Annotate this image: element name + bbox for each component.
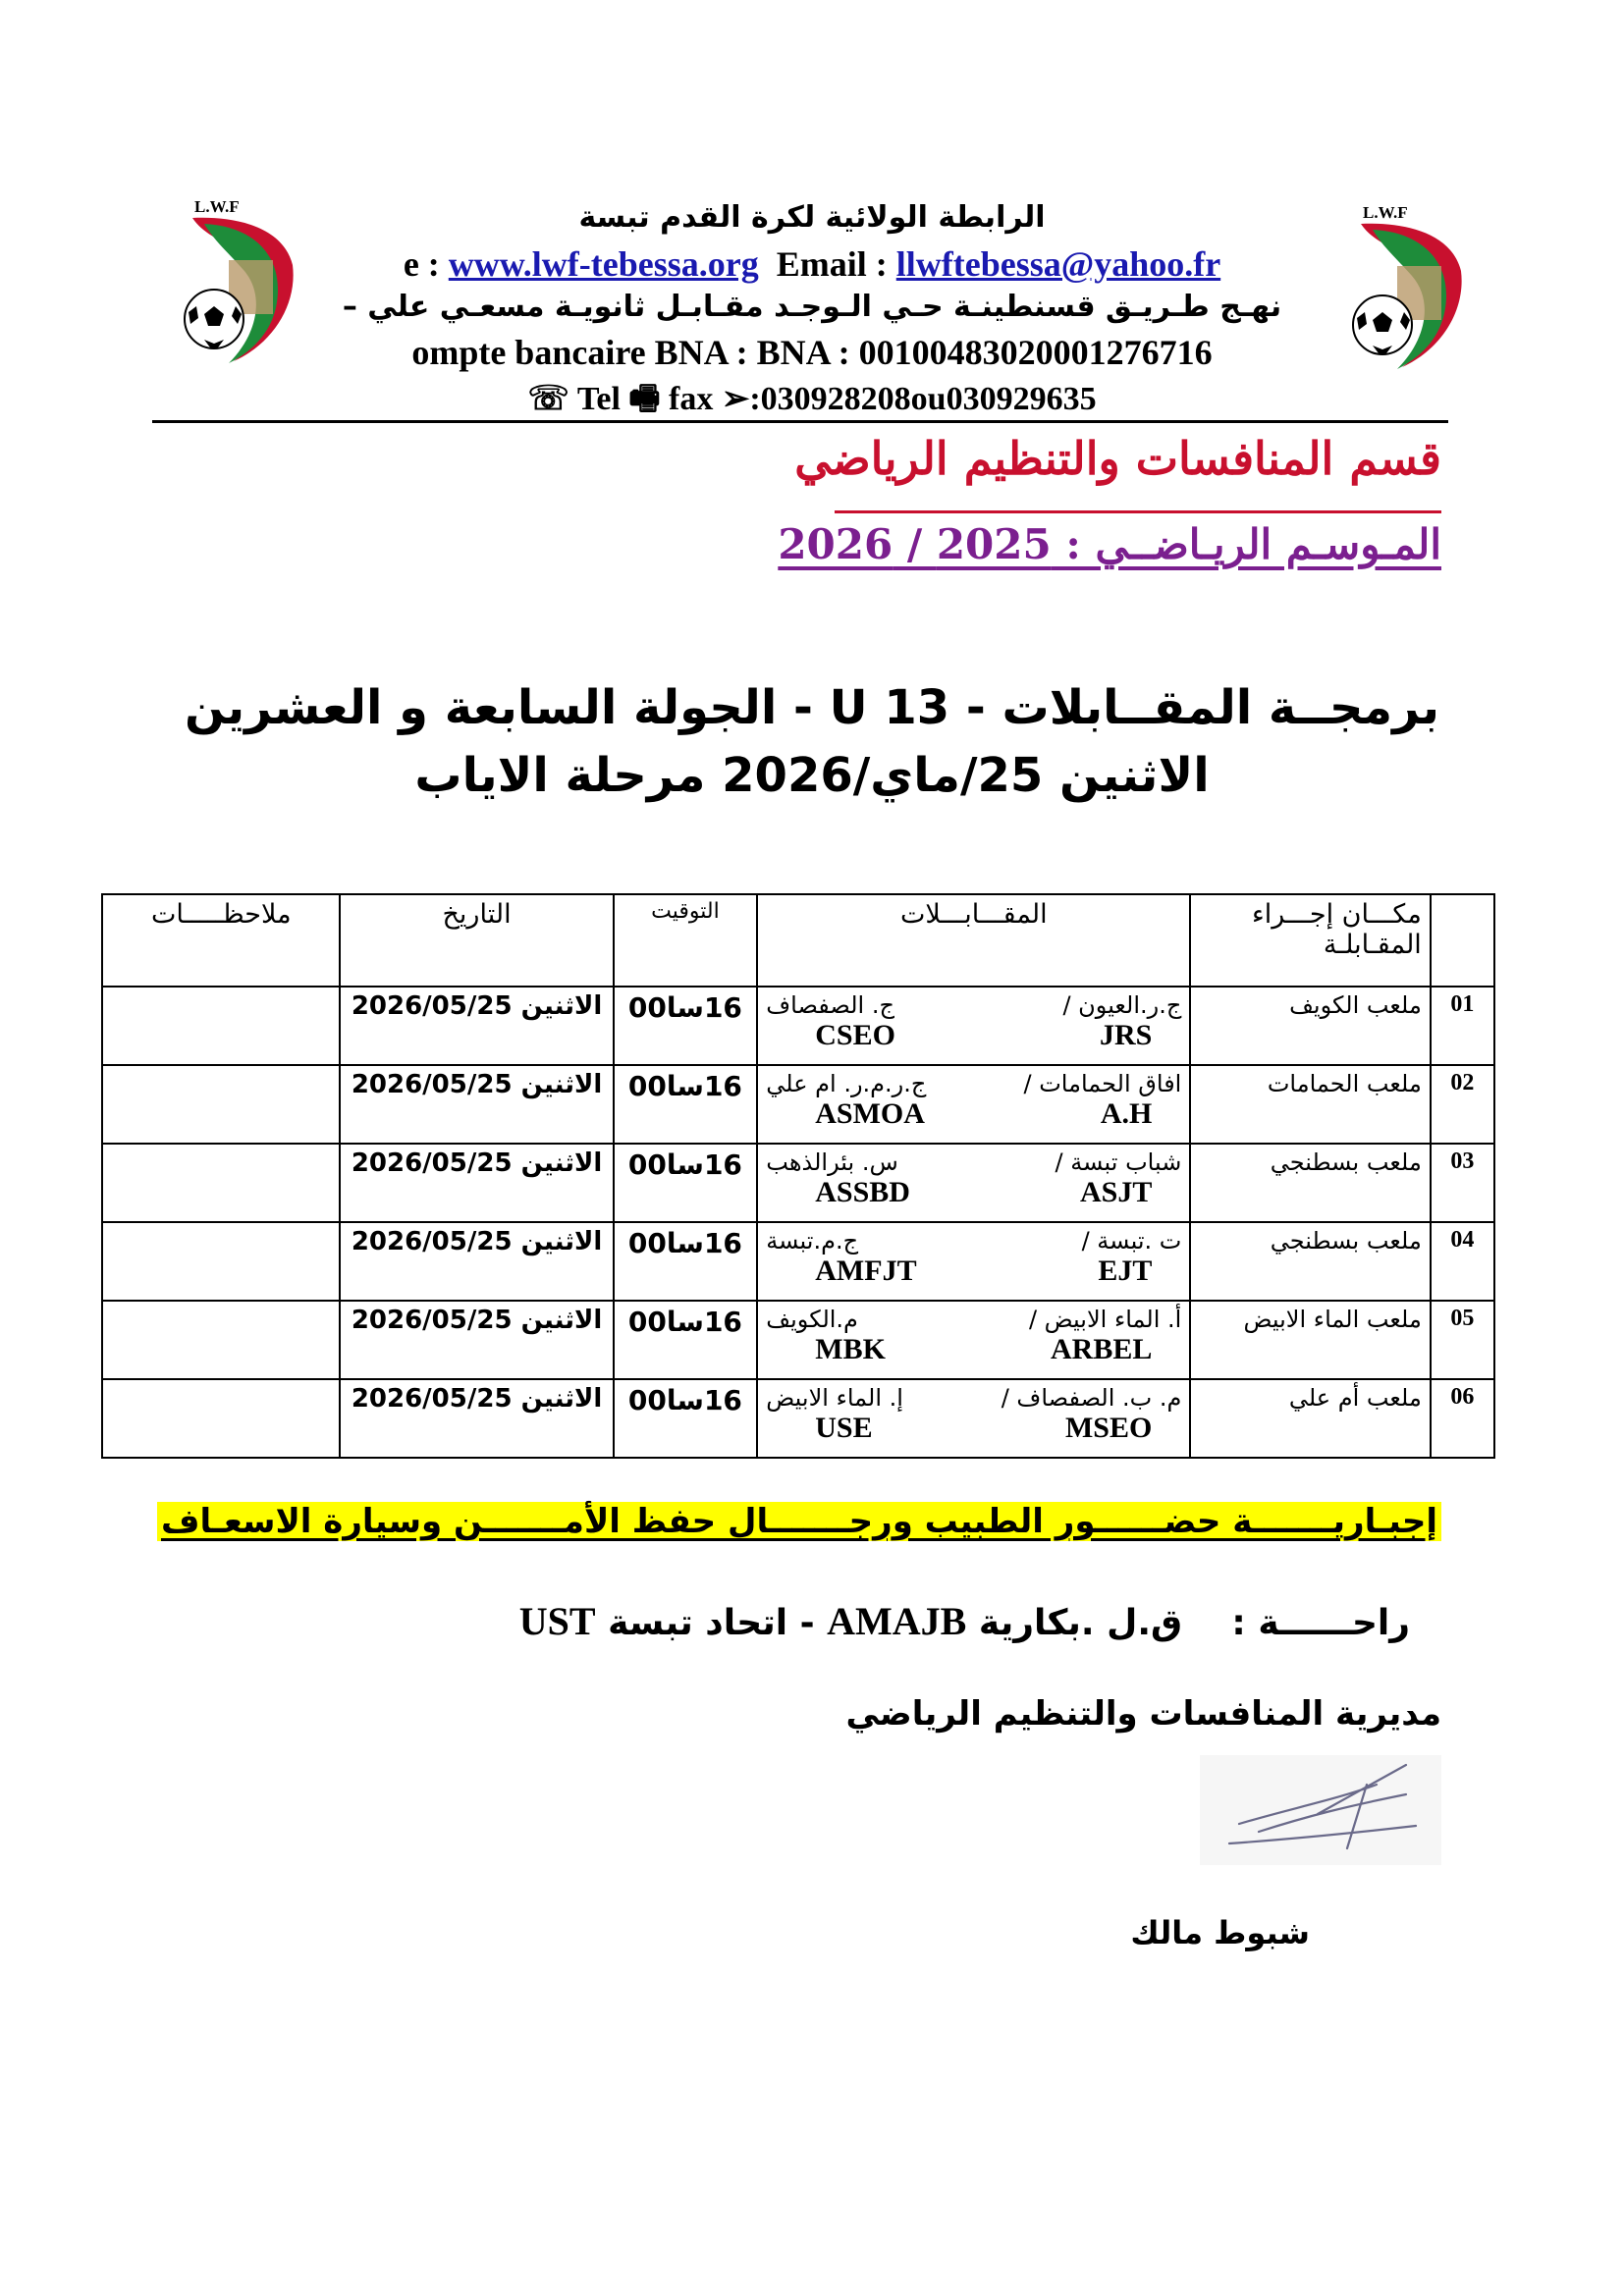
row-venue: ملعب الكويف	[1190, 987, 1430, 1065]
season-label: المـوسـم الريـاضــي : 2025 / 2026	[778, 520, 1441, 568]
date-value: الاثنين 2026/05/25	[351, 1227, 603, 1256]
row-time	[614, 1379, 758, 1458]
rest-team-1-code: AMAJB	[827, 1599, 967, 1643]
date-value: الاثنين 2026/05/25	[351, 1070, 603, 1099]
row-venue: ملعب الحمامات	[1190, 1065, 1430, 1144]
header-num	[1431, 894, 1494, 987]
table-header-row	[102, 894, 1494, 987]
row-match	[757, 1222, 1190, 1301]
away-team-code: USE	[815, 1412, 873, 1444]
rest-teams	[519, 1598, 1410, 1644]
home-team-code: MSEO	[1064, 1412, 1153, 1444]
website-link[interactable]: www.lwf-tebessa.org	[448, 244, 759, 284]
away-team-ar: ج.ر.م.ر. ام علي	[766, 1070, 927, 1097]
address-line: نهـج طـريـق قسنطينـة حـي الـوجـد مقـابـل ثانويـة مسعـي علي –	[342, 290, 1282, 324]
phone-icon: ☏	[527, 381, 569, 417]
row-date	[340, 1379, 613, 1458]
header-venue: مكـــان إجـــراء المقـابلـة	[1190, 894, 1430, 987]
row-time	[614, 1301, 758, 1379]
row-num: 01	[1431, 987, 1494, 1065]
department-title: قسم المنافسات والتنظيم الرياضي	[794, 432, 1441, 485]
away-team-code: MBK	[815, 1333, 886, 1365]
home-team-code: ARBEL	[1050, 1333, 1153, 1365]
row-date	[340, 1301, 613, 1379]
org-name: الرابطة الولائية لكرة القدم تبسة	[578, 200, 1046, 235]
fax-icon: 🖷	[628, 381, 661, 417]
away-team-code: CSEO	[815, 1019, 895, 1051]
row-notes	[102, 1144, 340, 1222]
email-label: Email :	[776, 244, 896, 284]
row-time	[614, 1144, 758, 1222]
phone-numbers: :030928208ou030929635	[749, 381, 1097, 417]
row-notes	[102, 1379, 340, 1458]
header-notes: ملاحظـــــات	[102, 894, 340, 987]
email-link[interactable]: llwftebessa@yahoo.fr	[895, 244, 1221, 284]
row-match	[757, 1065, 1190, 1144]
table-row	[102, 1222, 1494, 1301]
home-team-code: A.H	[1100, 1097, 1153, 1130]
table-row	[102, 1144, 1494, 1222]
row-notes	[102, 1065, 340, 1144]
home-team-ar: شباب تبسة /	[1055, 1148, 1182, 1176]
home-team-code: EJT	[1098, 1255, 1153, 1287]
bank-line: ompte bancaire BNA : BNA : 00100483020001276716	[411, 333, 1213, 372]
signer-name: شبوط مالك	[1130, 1914, 1310, 1951]
rest-label: راحــــــة :	[1231, 1603, 1410, 1643]
svg-text:L.W.F: L.W.F	[194, 197, 240, 216]
time-value: 16سا00	[627, 991, 742, 1024]
website-prefix: e :	[403, 244, 449, 284]
home-team-ar: افاق الحمامات /	[1023, 1070, 1182, 1097]
table-row	[102, 1065, 1494, 1144]
row-match	[757, 1301, 1190, 1379]
row-match	[757, 1379, 1190, 1458]
row-notes	[102, 987, 340, 1065]
date-value: الاثنين 2026/05/25	[351, 1384, 603, 1414]
date-value: الاثنين 2026/05/25	[351, 1148, 603, 1178]
department-underline	[835, 510, 1441, 513]
time-value: 16سا00	[627, 1306, 742, 1338]
row-date	[340, 1222, 613, 1301]
table-row	[102, 1301, 1494, 1379]
time-value: 16سا00	[627, 1227, 742, 1259]
signature	[1200, 1755, 1441, 1865]
row-num: 04	[1431, 1222, 1494, 1301]
header-time: التوقيت	[614, 894, 758, 987]
row-venue: ملعب بسطنجي	[1190, 1144, 1430, 1222]
home-team-code: ASJT	[1079, 1176, 1153, 1208]
schedule-date-title: الاثنين 25/ماي/2026 مرحلة الاياب	[414, 748, 1210, 803]
row-num: 02	[1431, 1065, 1494, 1144]
row-date	[340, 1065, 613, 1144]
row-time	[614, 1065, 758, 1144]
header-date: التاريخ	[340, 894, 613, 987]
home-team-ar: ت .تبسة /	[1081, 1227, 1182, 1255]
row-time	[614, 987, 758, 1065]
date-value: الاثنين 2026/05/25	[351, 1306, 603, 1335]
arrow-icon: ➢	[721, 381, 750, 417]
date-value: الاثنين 2026/05/25	[351, 991, 603, 1021]
row-time	[614, 1222, 758, 1301]
fax-label: fax	[669, 381, 714, 417]
row-notes	[102, 1301, 340, 1379]
row-match	[757, 987, 1190, 1065]
home-team-ar: أ. الماء الابيض /	[1028, 1306, 1182, 1333]
away-team-ar: ج. الصفصاف	[766, 991, 894, 1019]
away-team-ar: س. بئرالذهب	[766, 1148, 898, 1176]
mandatory-notice: إجبـاريـــــــة حضــــــور الطبيب ورجـــــــال حفظ الأمـــــــن وسيارة الاسعـاف	[157, 1502, 1441, 1541]
row-date	[340, 987, 613, 1065]
svg-text:L.W.F: L.W.F	[1363, 203, 1408, 222]
home-team-code: JRS	[1099, 1019, 1153, 1051]
rest-team-2-ar: اتحاد تبسة	[608, 1603, 788, 1643]
away-team-code: ASSBD	[815, 1176, 910, 1208]
away-team-code: AMFJT	[815, 1255, 917, 1287]
away-team-ar: م.الكويف	[766, 1306, 858, 1333]
time-value: 16سا00	[627, 1384, 742, 1416]
schedule-title: برمجــة المقــابلات - U 13 - الجولة السابعة و العشرين	[184, 680, 1440, 735]
time-value: 16سا00	[627, 1070, 742, 1102]
row-date	[340, 1144, 613, 1222]
row-num: 03	[1431, 1144, 1494, 1222]
row-notes	[102, 1222, 340, 1301]
row-num: 05	[1431, 1301, 1494, 1379]
schedule-table	[101, 893, 1495, 1459]
contact-line	[0, 243, 1624, 285]
home-team-ar: ج.ر.العيون /	[1062, 991, 1182, 1019]
row-match	[757, 1144, 1190, 1222]
away-team-code: ASMOA	[815, 1097, 925, 1130]
header-divider	[152, 420, 1448, 423]
table-row	[102, 987, 1494, 1065]
time-value: 16سا00	[627, 1148, 742, 1181]
home-team-ar: م. ب. الصفصاف /	[1001, 1384, 1182, 1412]
row-venue: ملعب بسطنجي	[1190, 1222, 1430, 1301]
header-matches: المقـــابـــلات	[757, 894, 1190, 987]
rest-team-2-code: UST	[518, 1599, 596, 1643]
rest-separator: -	[799, 1603, 815, 1643]
directorate-name: مديرية المنافسات والتنظيم الرياضي	[845, 1694, 1441, 1734]
table-row	[102, 1379, 1494, 1458]
row-venue: ملعب أم علي	[1190, 1379, 1430, 1458]
away-team-ar: إ. الماء الابيض	[766, 1384, 903, 1412]
away-team-ar: ج.م.تبسة	[766, 1227, 859, 1255]
phone-label: Tel	[576, 381, 621, 417]
row-num: 06	[1431, 1379, 1494, 1458]
rest-team-1-ar: ق.ل .بكارية	[978, 1603, 1183, 1643]
row-venue: ملعب الماء الابيض	[1190, 1301, 1430, 1379]
